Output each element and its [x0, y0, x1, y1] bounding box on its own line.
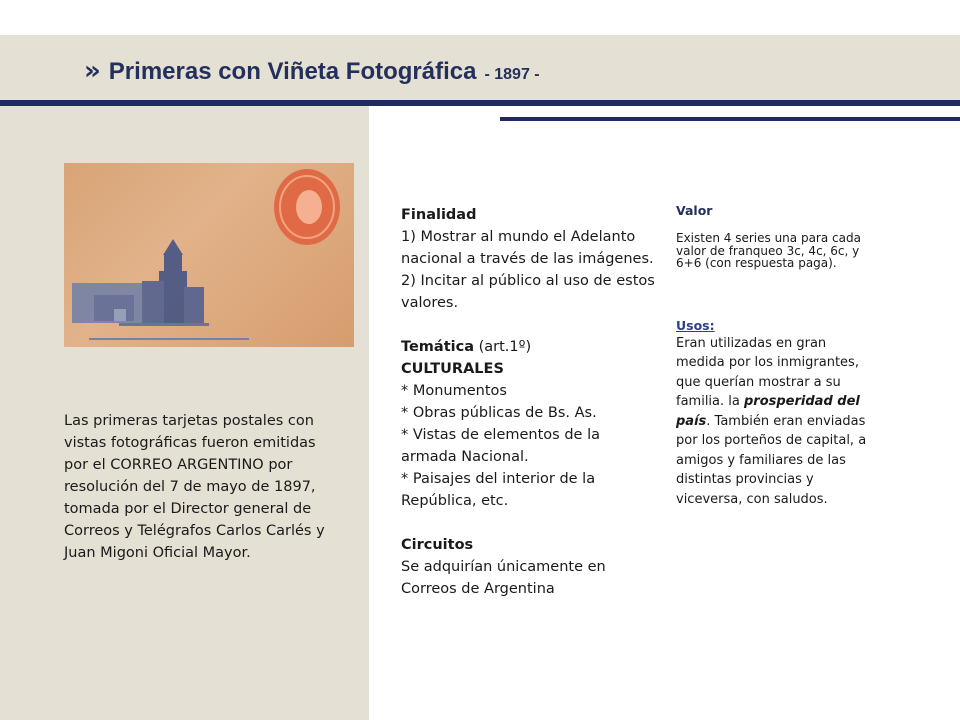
- header-rule-thick: [0, 100, 960, 106]
- circuitos-text: Se adquirían únicamente en Correos de Argentina: [401, 559, 606, 597]
- circuitos-heading: Circuitos: [401, 537, 474, 553]
- tematica-heading: [401, 336, 656, 358]
- postcard-illustration: [64, 163, 354, 347]
- title-text: Primeras con Viñeta Fotográfica: [108, 58, 477, 85]
- finalidad-heading: Finalidad: [401, 207, 477, 223]
- double-chevron-right-icon: »: [84, 56, 99, 86]
- tematica-item: * Monumentos: [401, 383, 507, 399]
- tematica-title: Temática: [401, 339, 474, 355]
- page-title: [84, 56, 540, 96]
- title-year: - 1897 -: [484, 66, 540, 83]
- usos-text-end: . También eran enviadas por los porteños de capital, a amigos y familiares de las distintas provincias y viceversa, con saludos.: [676, 413, 867, 507]
- header-rule-thin: [500, 117, 960, 121]
- culturales-label: CULTURALES: [401, 361, 504, 377]
- valor-heading: Valor: [676, 203, 713, 218]
- finalidad-item-2: 2) Incitar al público al uso de estos valores.: [401, 273, 655, 311]
- tematica-item: * Paisajes del interior de la República, etc.: [401, 471, 596, 509]
- tematica-item: * Vistas de elementos de la armada Nacional.: [401, 427, 600, 465]
- usos-text: [676, 334, 876, 510]
- side-column: [676, 202, 876, 509]
- info-column: [401, 204, 656, 600]
- finalidad-item-1: 1) Mostrar al mundo el Adelanto nacional a través de las imágenes.: [401, 229, 654, 267]
- usos-emphasis: prosperidad del país: [676, 394, 860, 429]
- tematica-item: * Obras públicas de Bs. As.: [401, 405, 597, 421]
- usos-text-start: Eran utilizadas en gran medida por los inmigrantes, que querían mostrar a su familia. la: [676, 335, 859, 409]
- tematica-ref: (art.1º): [473, 339, 532, 355]
- photo-vignette: [72, 239, 204, 323]
- postcard-photo: [64, 163, 354, 347]
- left-panel: [0, 35, 369, 720]
- usos-heading: Usos:: [676, 317, 715, 333]
- intro-paragraph: Las primeras tarjetas postales con vistas fotográficas fueron emitidas por el CORREO ARGENTINO por resolución del 7 de mayo de 1897, tomada por el Director general de Correos y Telégrafos Carlos Carlés y Juan Migoni Oficial Mayor.: [64, 413, 325, 561]
- valor-text: Existen 4 series una para cada valor de franqueo 3c, 4c, 6c, y 6+6 (con respuesta paga).: [676, 231, 861, 270]
